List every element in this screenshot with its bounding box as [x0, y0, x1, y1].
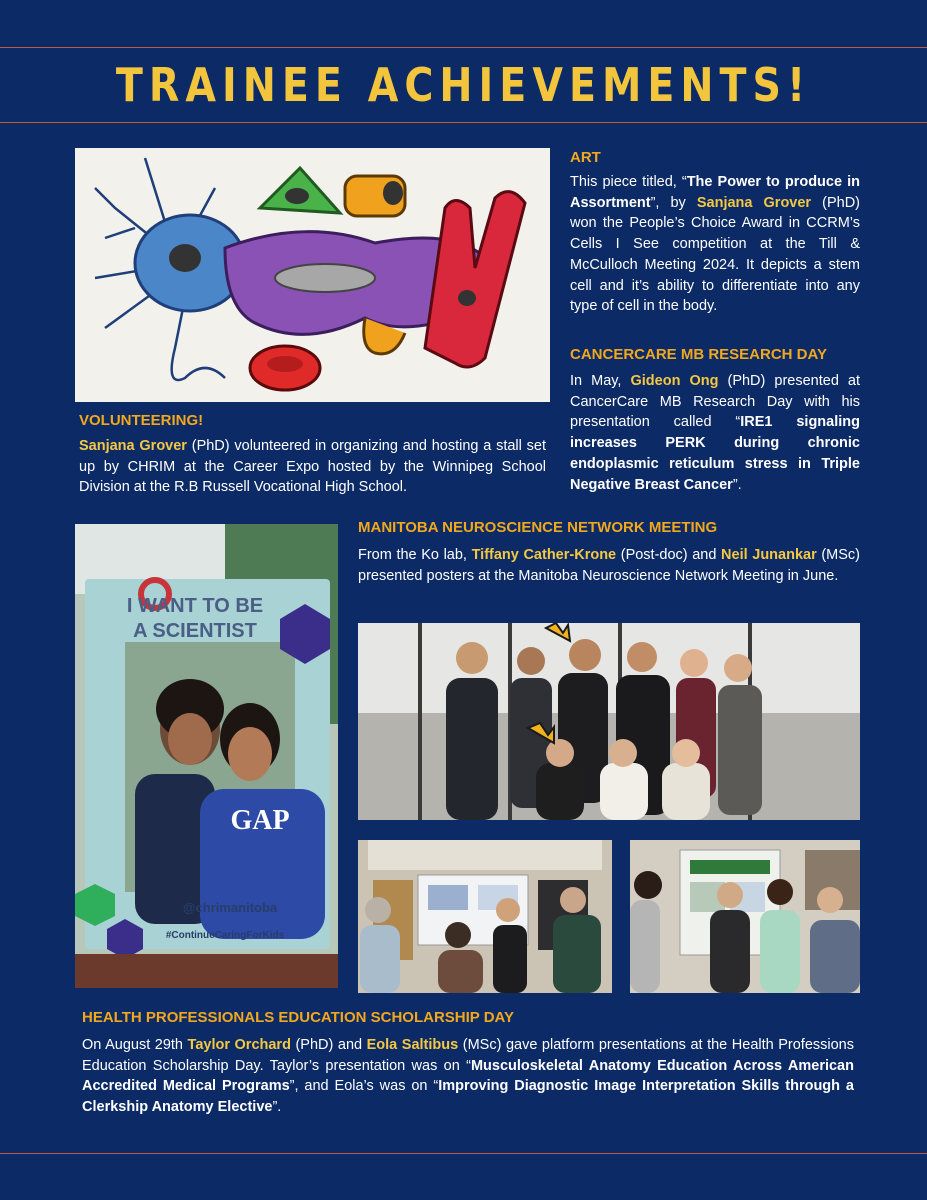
frame-line1: I WANT TO BE: [126, 595, 264, 617]
cancercare-text: In May, Gideon Ong (PhD) presented at CancerCare MB Research Day with his presentation called “IRE1 signaling increases PERK during chronic endoplasmic reticulum stress in Triple Negative Breast Cancer”.: [570, 373, 860, 493]
top-rule: [0, 47, 927, 48]
stem-cell-artwork: [75, 148, 550, 402]
neuro-heading: MANITOBA NEUROSCIENCE NETWORK MEETING: [358, 519, 718, 536]
volunteering-text: Sanjana Grover (PhD) volunteered in organizing and hosting a stall set up by CHRIM at the Career Expo hosted by the Winnipeg School Division at the R.B Russell Vocational High School.: [79, 438, 547, 496]
frame-handle: @chrimanitoba: [182, 900, 278, 915]
hpes-heading: HEALTH PROFESSIONALS EDUCATION SCHOLARSHIP DAY: [82, 1009, 514, 1026]
poster-session-photo-2: [630, 840, 860, 993]
frame-hashtag: #ContinueCaringForKids: [165, 930, 285, 941]
cancercare-heading: CANCERCARE MB RESEARCH DAY: [570, 346, 827, 363]
volunteer-frame-photo: [75, 524, 338, 988]
neuro-group-photo: [358, 623, 860, 820]
frame-line2: A SCIENTIST: [133, 620, 257, 642]
hpes-text: On August 29th Taylor Orchard (PhD) and Eola Saltibus (MSc) gave platform presentations at the Health Professions Education Scholarship Day. Taylor’s presentation was on “Musculoskeletal Anatomy Education Across American Accredited Medical Programs”, and Eola’s was on “Improving Diagnostic Image Interpretation Skills through a Clerkship Anatomy Elective”.: [82, 1037, 854, 1116]
neuro-text: From the Ko lab, Tiffany Cather-Krone (Post-doc) and Neil Junankar (MSc) presented posters at the Manitoba Neuroscience Network Meeting in June.: [358, 547, 861, 584]
shirt-logo: GAP: [230, 805, 290, 836]
volunteering-heading: VOLUNTEERING!: [79, 412, 204, 429]
title-underline: [0, 122, 927, 123]
poster-session-photo-1: [358, 840, 612, 993]
art-text: This piece titled, “The Power to produce in Assortment”, by Sanjana Grover (PhD) won the People’s Choice Award in CCRM’s Cells I See competition at the Till & McCulloch Meeting 2024. It depicts a stem cell and it’s ability to differentiate into any type of cell in the body.: [570, 174, 860, 315]
bottom-rule: [0, 1153, 927, 1154]
page-title: TRAINEE ACHIEVEMENTS!: [115, 58, 812, 112]
art-heading: ART: [570, 149, 601, 166]
